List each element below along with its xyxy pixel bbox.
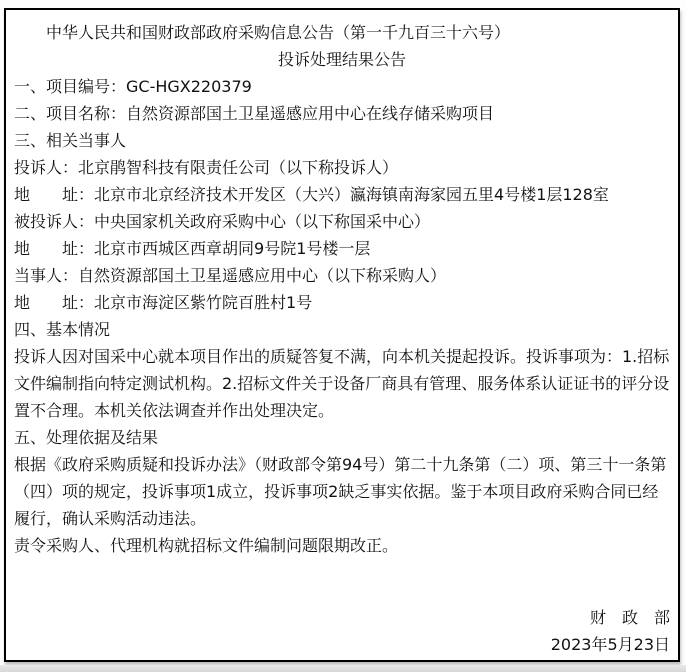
issuer-signature: 财 政 部 — [589, 608, 670, 627]
parties-section-heading: 三、相关当事人 — [14, 131, 127, 150]
signature-block — [14, 604, 670, 658]
party-value: 北京市海淀区紫竹院百胜村1号 — [94, 293, 313, 312]
party-label: 当事人： — [14, 266, 79, 285]
result-section-heading: 五、处理依据及结果 — [14, 428, 159, 447]
project-name-line — [14, 100, 670, 127]
party-value: 中央国家机关政府采购中心（以下称国采中心） — [94, 212, 431, 231]
issue-date: 2023年5月23日 — [550, 635, 670, 654]
notice-title: 投诉处理结果公告 — [277, 50, 406, 69]
party-value: 自然资源部国土卫星遥感应用中心（以下称采购人） — [78, 266, 447, 285]
notice-header-line: 中华人民共和国财政部政府采购信息公告（第一千九百三十六号） — [46, 23, 511, 42]
party-value: 北京市北京经济技术开发区（大兴）瀛海镇南海家园五里4号楼1层128室 — [94, 185, 609, 204]
party-value: 北京鹃智科技有限责任公司（以下称投诉人） — [78, 158, 399, 177]
basic-section-heading: 四、基本情况 — [14, 320, 111, 339]
party-line-respondent — [14, 208, 670, 235]
project-number-line — [14, 73, 670, 100]
party-label: 投诉人： — [14, 158, 79, 177]
party-line-interested-party — [14, 262, 670, 289]
window-bottom-edge — [0, 665, 686, 672]
party-value: 北京市西城区西章胡同9号院1号楼一层 — [94, 239, 371, 258]
result-section-text: 根据《政府采购质疑和投诉办法》（财政部令第94号）第二十九条第（二）项、第三十一条第（四）项的规定，投诉事项1成立，投诉事项2缺乏事实依据。鉴于本项目政府采购合同已经履行，确认采购活动违法。 — [14, 455, 667, 528]
announcement-page — [4, 8, 680, 662]
project-number-value: GC-HGX220379 — [126, 77, 252, 96]
party-line-respondent-address — [14, 235, 670, 262]
party-line-complainant — [14, 154, 670, 181]
party-line-interested-party-address — [14, 289, 670, 316]
party-line-complainant-address — [14, 181, 670, 208]
party-label: 地 址： — [14, 185, 95, 204]
order-text: 责令采购人、代理机构就招标文件编制问题限期改正。 — [14, 536, 399, 555]
party-label: 被投诉人： — [14, 212, 95, 231]
project-name-label: 二、项目名称： — [14, 104, 127, 123]
basic-section-text: 投诉人因对国采中心就本项目作出的质疑答复不满，向本机关提起投诉。投诉事项为：1.招标文件编制指向特定测试机构。2.招标文件关于设备厂商具有管理、服务体系认证证书的评分设置不合理。本机关依法调查并作出处理决定。 — [14, 347, 670, 420]
party-label: 地 址： — [14, 239, 95, 258]
party-label: 地 址： — [14, 293, 95, 312]
project-number-label: 一、项目编号： — [14, 77, 127, 96]
project-name-value: 自然资源部国土卫星遥感应用中心在线存储采购项目 — [126, 104, 495, 123]
